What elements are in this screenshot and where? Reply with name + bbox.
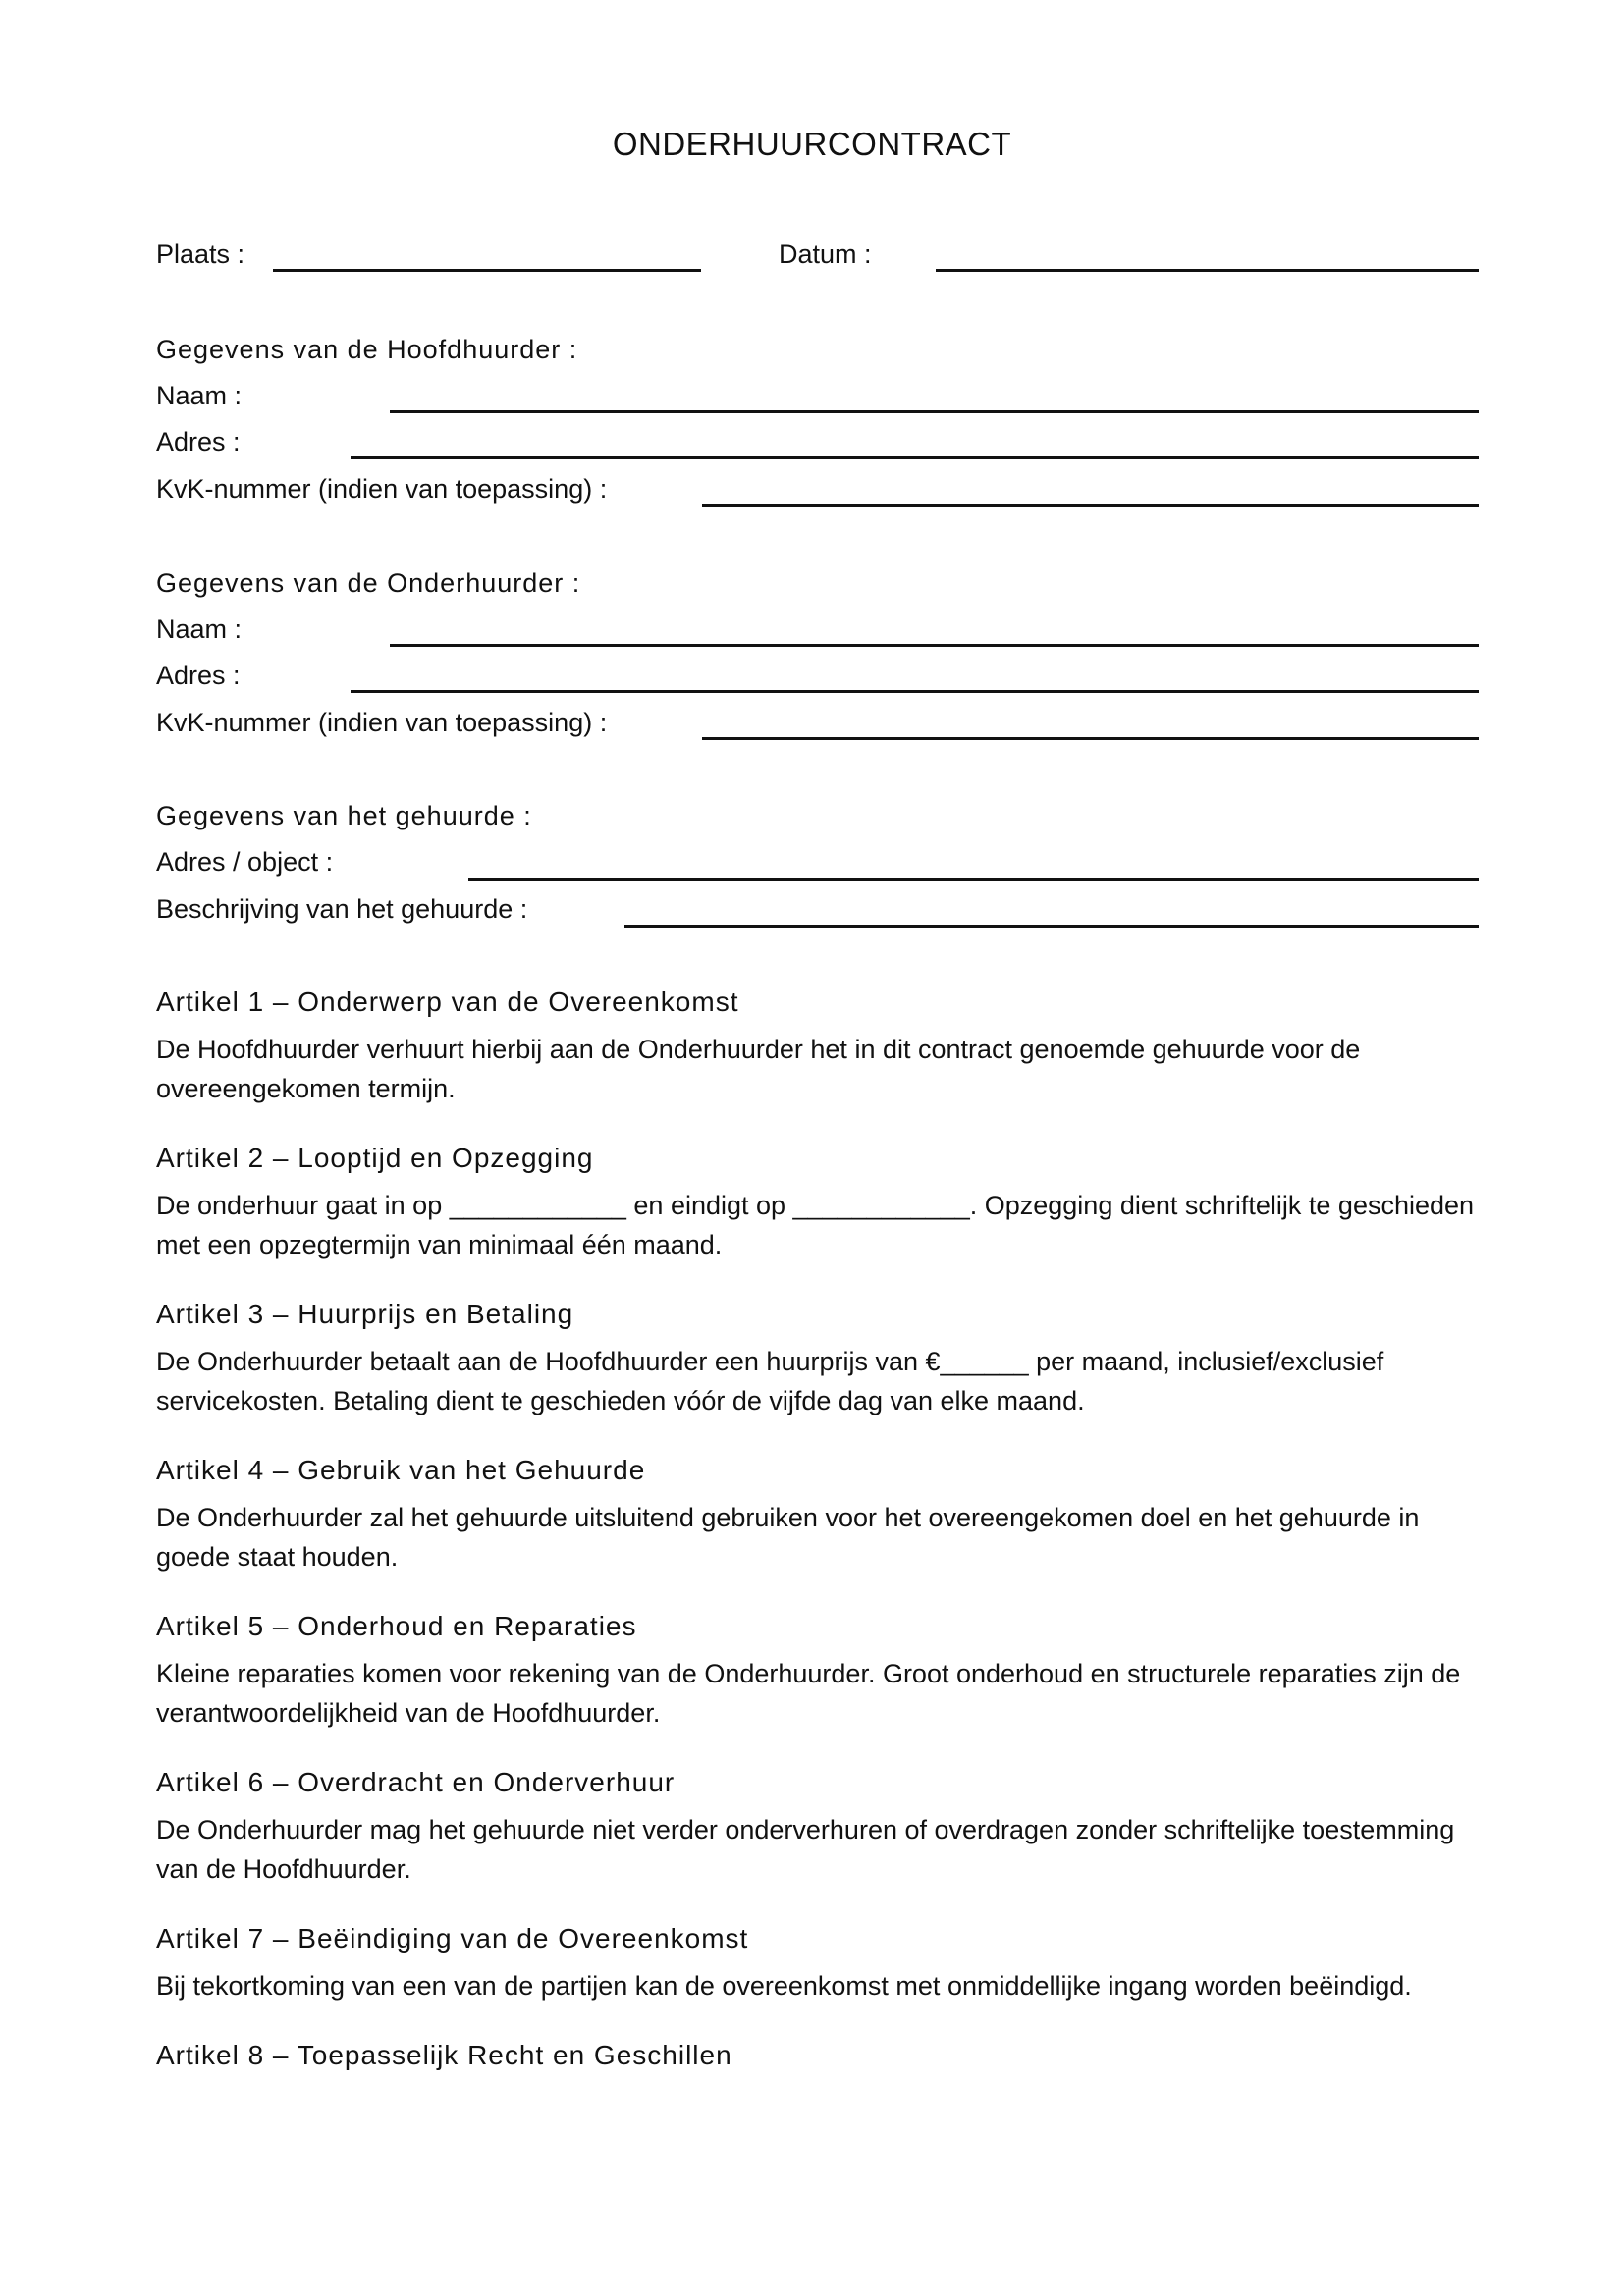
article-2-text: De onderhuur gaat in op ____________ en eindigt op ____________. Opzegging dient schriftelijk te geschieden met een opzegtermijn van minimaal één maand.	[156, 1191, 1475, 1259]
main-tenant-kvk-field[interactable]	[702, 504, 1479, 507]
main-tenant-name-label: Naam :	[156, 381, 243, 410]
date-label: Datum :	[779, 240, 872, 269]
subtenant-name-field[interactable]	[390, 644, 1479, 647]
article-6-text: De Onderhuurder mag het gehuurde niet verder onderverhuren of overdragen zonder schriftelijke toestemming van de Hoofdhuurder.	[156, 1815, 1455, 1884]
subtenant-kvk-label: KvK-nummer (indien van toepassing) :	[156, 708, 608, 737]
subtenant-name-label: Naam :	[156, 614, 243, 644]
property-address-field[interactable]	[468, 878, 1479, 881]
subtenant-address-label: Adres :	[156, 661, 241, 690]
property-heading: Gegevens van het gehuurde :	[156, 801, 532, 830]
article-7-title: Artikel 7 – Beëindiging van de Overeenkomst	[156, 1923, 749, 1953]
main-tenant-name-field[interactable]	[390, 410, 1479, 413]
main-tenant-heading: Gegevens van de Hoofdhuurder :	[156, 335, 578, 364]
main-tenant-kvk-label: KvK-nummer (indien van toepassing) :	[156, 474, 608, 504]
place-field[interactable]	[273, 269, 701, 272]
property-address-label: Adres / object :	[156, 847, 334, 877]
article-3-text: De Onderhuurder betaalt aan de Hoofdhuurder een huurprijs van €______ per maand, inclusief/exclusief servicekosten. Betaling dient te geschieden vóór de vijfde dag van elke maand.	[156, 1347, 1384, 1415]
article-1-text: De Hoofdhuurder verhuurt hierbij aan de Onderhuurder het in dit contract genoemde gehuurde voor de overeengekomen termijn.	[156, 1035, 1361, 1103]
subtenant-address-field[interactable]	[351, 690, 1479, 693]
article-3-title: Artikel 3 – Huurprijs en Betaling	[156, 1299, 574, 1329]
property-description-field[interactable]	[624, 925, 1479, 928]
main-tenant-address-field[interactable]	[351, 456, 1479, 459]
subtenant-heading: Gegevens van de Onderhuurder :	[156, 568, 581, 598]
article-5-title: Artikel 5 – Onderhoud en Reparaties	[156, 1611, 637, 1641]
document-title: ONDERHUURCONTRACT	[612, 126, 1012, 162]
article-5-text: Kleine reparaties komen voor rekening van de Onderhuurder. Groot onderhoud en structurele reparaties zijn de verantwoordelijkheid van de Hoofdhuurder.	[156, 1659, 1461, 1728]
article-2-title: Artikel 2 – Looptijd en Opzegging	[156, 1143, 594, 1173]
article-6-title: Artikel 6 – Overdracht en Onderverhuur	[156, 1767, 676, 1797]
article-4-text: De Onderhuurder zal het gehuurde uitsluitend gebruiken voor het overeengekomen doel en het gehuurde in goede staat houden.	[156, 1503, 1420, 1572]
article-7-text: Bij tekortkoming van een van de partijen kan de overeenkomst met onmiddellijke ingang worden beëindigd.	[156, 1971, 1412, 2001]
date-field[interactable]	[936, 269, 1479, 272]
subtenant-kvk-field[interactable]	[702, 737, 1479, 740]
article-4-title: Artikel 4 – Gebruik van het Gehuurde	[156, 1455, 646, 1485]
property-description-label: Beschrijving van het gehuurde :	[156, 894, 528, 924]
article-1-title: Artikel 1 – Onderwerp van de Overeenkomst	[156, 987, 739, 1017]
article-8-title: Artikel 8 – Toepasselijk Recht en Geschillen	[156, 2040, 732, 2070]
place-label: Plaats :	[156, 240, 245, 269]
main-tenant-address-label: Adres :	[156, 427, 241, 456]
